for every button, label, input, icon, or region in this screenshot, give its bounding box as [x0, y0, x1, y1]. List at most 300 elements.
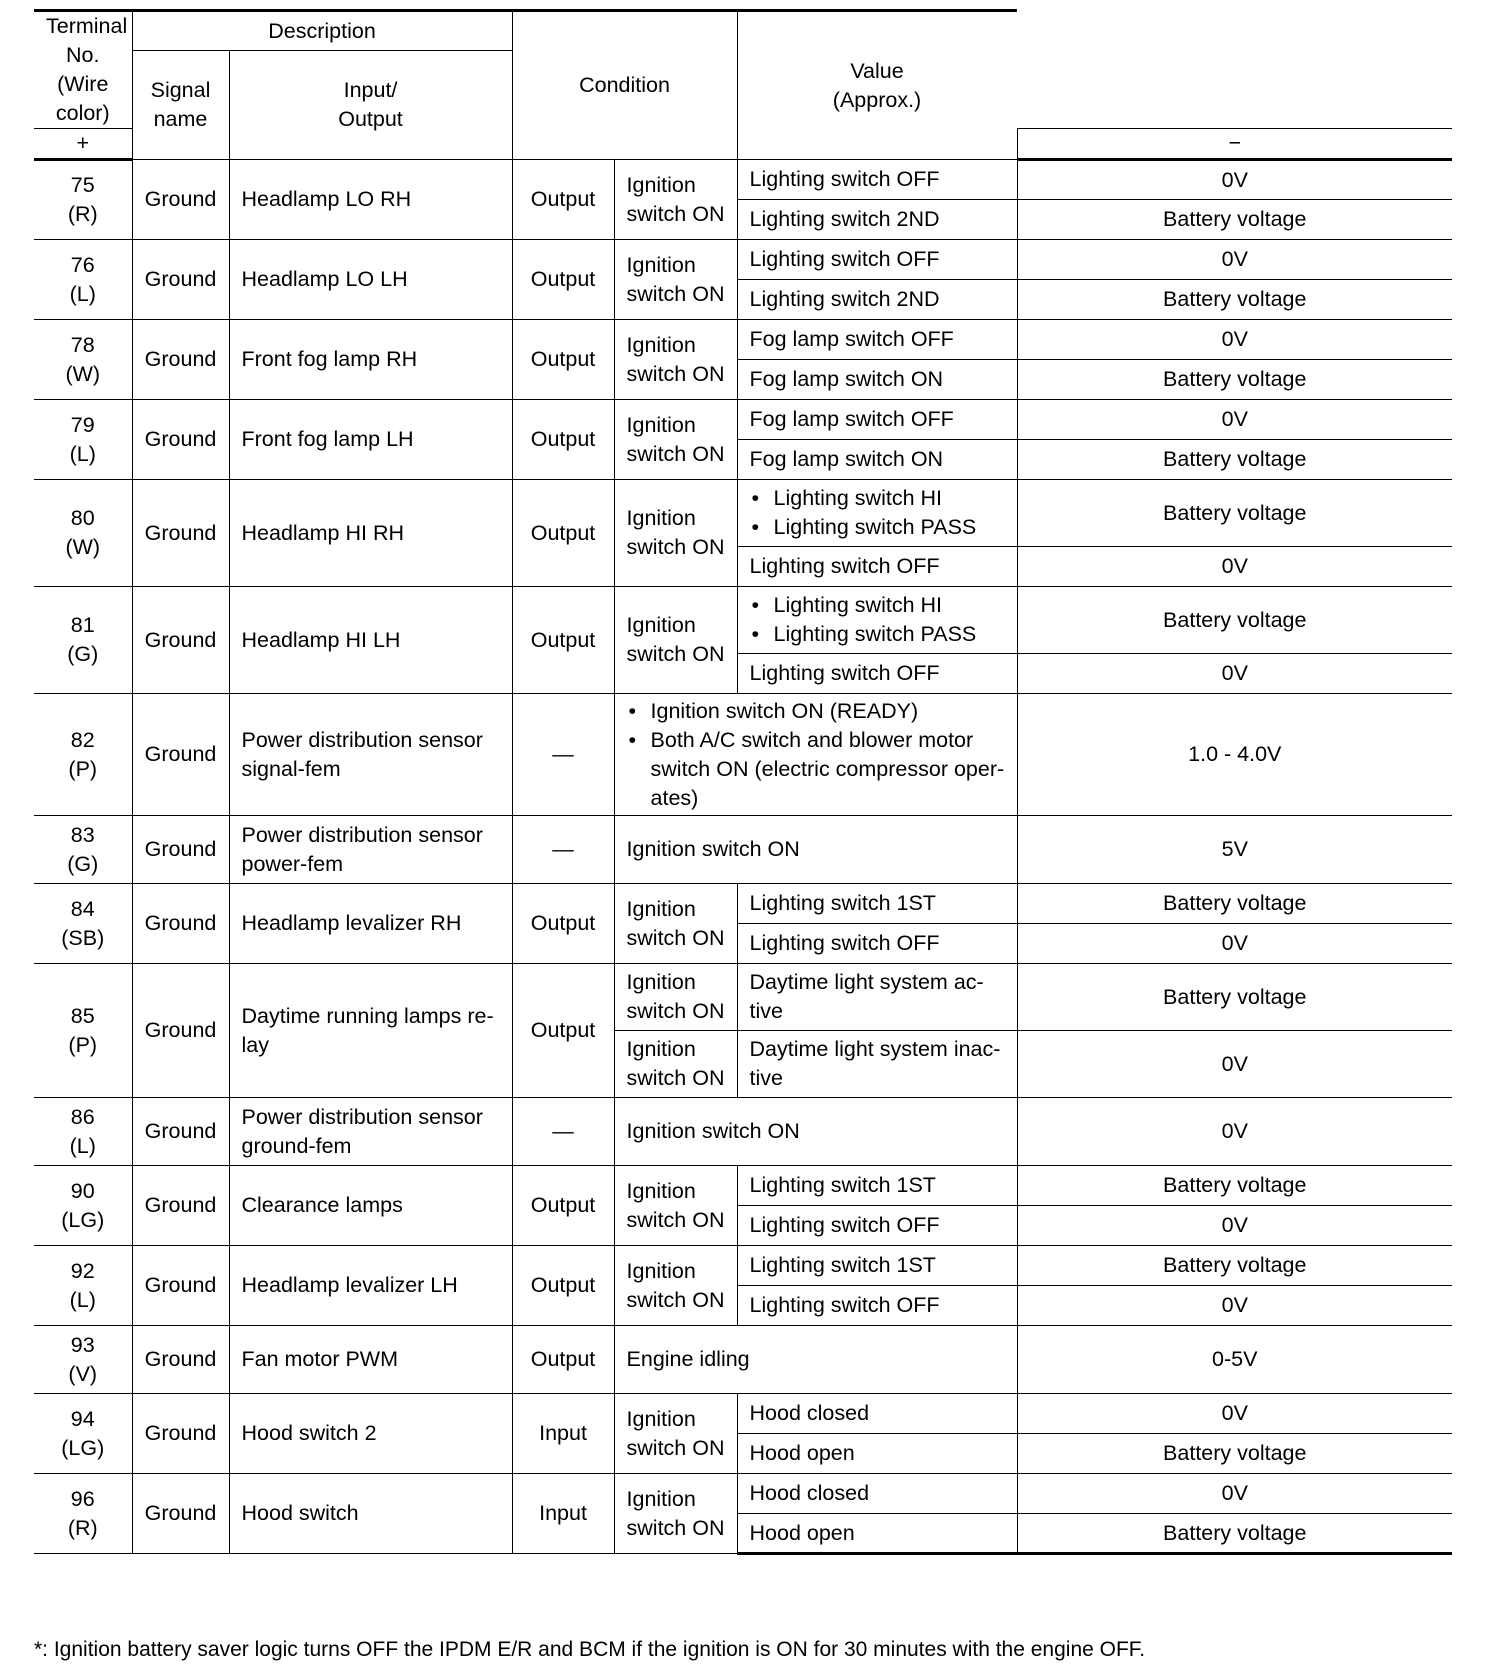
input-output	[512, 1326, 614, 1394]
condition-main-text: Ignition switch ON	[626, 332, 725, 386]
signal-name	[229, 964, 512, 1098]
signal-name-text: Front fog lamp RH	[241, 347, 418, 371]
terminal-minus-text: Ground	[144, 742, 217, 766]
value-cell	[1017, 1474, 1452, 1514]
signal-name-text: Fan motor PWM	[241, 1347, 398, 1371]
terminal-minus	[132, 1246, 229, 1326]
terminal-minus-text: Ground	[144, 427, 217, 451]
terminal-minus	[132, 1474, 229, 1554]
value-cell	[1017, 1031, 1452, 1098]
condition-main-text: Ignition switch ON	[626, 613, 725, 666]
condition-full-text: Ignition switch ON	[626, 1119, 800, 1143]
terminal-minus	[132, 964, 229, 1098]
signal-name	[229, 240, 512, 320]
value-cell	[1017, 1514, 1452, 1554]
signal-name	[229, 320, 512, 400]
bullet-item: • Ignition switch ON (READY)	[627, 697, 1005, 726]
value-cell	[1017, 400, 1452, 440]
table-body	[34, 160, 1452, 1554]
condition-detail	[737, 964, 1017, 1031]
value-cell	[1017, 654, 1452, 694]
terminal-minus-text: Ground	[144, 911, 217, 935]
table-row	[34, 587, 1452, 654]
condition-main-text: Ignition switch ON	[626, 1406, 725, 1460]
terminal-cell	[34, 1326, 132, 1394]
condition-bullets	[750, 484, 1005, 542]
input-output	[512, 694, 614, 816]
input-output-text: Output	[530, 347, 596, 371]
table-row	[34, 1098, 1452, 1166]
condition-detail	[737, 1166, 1017, 1206]
terminal-cell	[34, 1098, 132, 1166]
input-output	[512, 1394, 614, 1474]
terminal-minus	[132, 816, 229, 884]
condition-detail	[737, 1031, 1017, 1098]
wire-color: (W)	[65, 535, 101, 559]
terminal-minus	[132, 587, 229, 694]
value-cell	[1017, 884, 1452, 924]
value-cell	[1017, 924, 1452, 964]
wire-color: (L)	[69, 1287, 96, 1312]
value-cell	[1017, 440, 1452, 480]
condition-main-text: Ignition switch ON	[626, 252, 725, 306]
table-row	[34, 1166, 1452, 1206]
input-output	[512, 964, 614, 1098]
condition-detail-text: Daytime light system ac- tive	[749, 970, 984, 1023]
bullet-item: • Lighting switch HI	[750, 484, 1005, 513]
terminal-number: 85	[70, 1003, 95, 1028]
terminal-minus-text: Ground	[144, 267, 217, 291]
table-row	[34, 1246, 1452, 1286]
terminal-cell	[34, 320, 132, 400]
signal-name	[229, 1246, 512, 1326]
header-input-output: Input/ Output	[229, 51, 512, 160]
condition-full	[614, 816, 1017, 884]
wire-color: (G)	[67, 642, 99, 666]
condition-detail	[737, 1514, 1017, 1554]
table-row	[34, 816, 1452, 884]
condition-main	[614, 964, 737, 1031]
input-output	[512, 400, 614, 480]
value-cell-text: 0V	[1221, 1213, 1248, 1237]
condition-main	[614, 1031, 737, 1098]
terminal-number: 83	[70, 822, 95, 847]
condition-detail-text: Lighting switch OFF	[749, 931, 940, 955]
signal-name-text: Headlamp HI LH	[241, 627, 401, 652]
signal-name	[229, 480, 512, 587]
value-cell	[1017, 1166, 1452, 1206]
condition-detail-text: Lighting switch OFF	[749, 554, 940, 578]
signal-name-text: Headlamp LO RH	[241, 187, 412, 211]
table-row	[34, 1474, 1452, 1514]
table-row	[34, 240, 1452, 280]
condition-detail	[737, 587, 1017, 654]
condition-detail-text: Lighting switch 1ST	[749, 1253, 936, 1277]
condition-detail	[737, 360, 1017, 400]
terminal-cell	[34, 694, 132, 816]
condition-full	[614, 694, 1017, 816]
terminal-number: 92	[70, 1258, 95, 1283]
signal-name-text: Power distribution sensor power-fem	[241, 822, 483, 876]
condition-detail-text: Lighting switch 1ST	[749, 891, 936, 915]
terminal-table	[34, 9, 1452, 1555]
terminal-number: 78	[70, 332, 95, 357]
value-cell	[1017, 1434, 1452, 1474]
value-cell	[1017, 480, 1452, 547]
condition-detail-text: Fog lamp switch ON	[749, 367, 944, 391]
value-cell-text: 0V	[1221, 1119, 1248, 1143]
signal-name-text: Hood switch	[241, 1501, 359, 1525]
condition-detail	[737, 1286, 1017, 1326]
input-output-text: Output	[530, 911, 596, 935]
input-output	[512, 240, 614, 320]
value-cell-text: Battery voltage	[1163, 287, 1307, 311]
condition-detail-text: Fog lamp switch ON	[749, 447, 944, 471]
value-cell	[1017, 1286, 1452, 1326]
condition-main-text: Ignition switch ON	[626, 506, 725, 559]
footnote: *: Ignition battery saver logic turns OFF the IPDM E/R and BCM if the ignition is ON for 30 minutes with the engine OFF.	[34, 1638, 1146, 1661]
signal-name-text: Power distribution sensor ground-fem	[241, 1104, 483, 1158]
condition-detail	[737, 240, 1017, 280]
value-cell-text: 1.0 - 4.0V	[1188, 742, 1282, 766]
condition-detail	[737, 1434, 1017, 1474]
terminal-number: 90	[70, 1178, 95, 1203]
condition-bullets	[627, 697, 1005, 813]
value-cell	[1017, 1394, 1452, 1434]
value-cell	[1017, 240, 1452, 280]
table-row	[34, 320, 1452, 360]
condition-main	[614, 320, 737, 400]
terminal-table-container	[34, 9, 1452, 1555]
table-row	[34, 964, 1452, 1031]
terminal-minus-text: Ground	[144, 1421, 217, 1445]
terminal-cell	[34, 964, 132, 1098]
input-output-text: Output	[530, 1193, 596, 1217]
condition-detail	[737, 160, 1017, 200]
value-cell	[1017, 816, 1452, 884]
value-cell-text: Battery voltage	[1163, 367, 1307, 391]
terminal-number: 93	[70, 1332, 95, 1357]
signal-name-text: Headlamp levalizer RH	[241, 911, 462, 935]
condition-detail	[737, 1474, 1017, 1514]
value-cell-text: 0-5V	[1212, 1347, 1258, 1371]
terminal-cell	[34, 240, 132, 320]
condition-detail-text: Lighting switch OFF	[749, 167, 940, 191]
terminal-minus-text: Ground	[144, 1119, 217, 1143]
terminal-cell	[34, 816, 132, 884]
signal-name	[229, 160, 512, 240]
value-cell-text: Battery voltage	[1163, 1253, 1307, 1277]
condition-detail-text: Lighting switch OFF	[749, 661, 940, 685]
terminal-minus	[132, 320, 229, 400]
terminal-minus-text: Ground	[144, 1273, 217, 1297]
wire-color: (R)	[67, 202, 98, 226]
terminal-cell	[34, 480, 132, 587]
terminal-cell	[34, 1474, 132, 1554]
terminal-number: 96	[70, 1486, 95, 1511]
bullet-item: • Lighting switch HI	[750, 591, 1005, 620]
terminal-number: 84	[70, 896, 95, 921]
value-cell-text: 0V	[1221, 554, 1248, 578]
value-cell	[1017, 1326, 1452, 1394]
value-cell-text: 0V	[1221, 661, 1248, 685]
terminal-minus	[132, 1098, 229, 1166]
terminal-cell	[34, 587, 132, 694]
wire-color: (SB)	[61, 925, 105, 950]
input-output-text: Output	[530, 520, 596, 545]
condition-main	[614, 884, 737, 964]
condition-detail	[737, 924, 1017, 964]
wire-color: (R)	[67, 1515, 98, 1540]
terminal-cell	[34, 160, 132, 240]
wire-color: (P)	[68, 756, 98, 781]
value-cell-text: 5V	[1221, 837, 1248, 861]
signal-name-text: Headlamp HI RH	[241, 520, 404, 545]
terminal-minus	[132, 1166, 229, 1246]
table-row	[34, 1394, 1452, 1434]
condition-detail-text: Lighting switch OFF	[749, 1213, 940, 1237]
value-cell-text: Battery voltage	[1163, 607, 1307, 632]
header-value: Value (Approx.)	[737, 11, 1017, 160]
condition-full-text: Ignition switch ON	[626, 837, 800, 861]
condition-main-text: Ignition switch ON	[626, 970, 725, 1023]
condition-detail-text: Lighting switch 1ST	[749, 1173, 936, 1197]
value-cell	[1017, 587, 1452, 654]
signal-name-text: Headlamp levalizer LH	[241, 1273, 458, 1297]
condition-main	[614, 587, 737, 694]
value-cell-text: Battery voltage	[1163, 1173, 1307, 1197]
value-cell-text: Battery voltage	[1163, 207, 1307, 231]
condition-main-text: Ignition switch ON	[626, 412, 725, 466]
condition-detail	[737, 440, 1017, 480]
input-output	[512, 816, 614, 884]
signal-name	[229, 1474, 512, 1554]
table-row	[34, 1326, 1452, 1394]
wire-color: (P)	[68, 1032, 98, 1057]
input-output-text: Input	[539, 1501, 587, 1525]
value-cell-text: 0V	[1221, 931, 1248, 955]
terminal-minus	[132, 240, 229, 320]
condition-detail-text: Lighting switch 2ND	[749, 287, 940, 311]
wire-color: (V)	[68, 1361, 98, 1386]
signal-name-text: Headlamp LO LH	[241, 267, 408, 291]
header-minus: −	[1017, 129, 1452, 160]
condition-detail-text: Hood open	[749, 1441, 855, 1465]
terminal-cell	[34, 884, 132, 964]
terminal-cell	[34, 400, 132, 480]
header-signal-name: Signal name	[132, 51, 229, 160]
terminal-cell	[34, 1394, 132, 1474]
input-output	[512, 160, 614, 240]
signal-name	[229, 1098, 512, 1166]
value-cell-text: 0V	[1221, 1293, 1248, 1317]
condition-detail	[737, 320, 1017, 360]
input-output-text: Output	[530, 1273, 596, 1297]
signal-name	[229, 694, 512, 816]
value-cell	[1017, 1206, 1452, 1246]
wire-color: (L)	[69, 1133, 96, 1158]
terminal-minus-text: Ground	[144, 1193, 217, 1217]
value-cell-text: 0V	[1221, 1401, 1248, 1425]
condition-detail-text: Hood closed	[749, 1401, 870, 1425]
wire-color: (LG)	[61, 1207, 105, 1232]
signal-name	[229, 816, 512, 884]
value-cell	[1017, 1246, 1452, 1286]
condition-main	[614, 240, 737, 320]
signal-name	[229, 884, 512, 964]
terminal-minus	[132, 480, 229, 587]
header-plus: +	[34, 129, 132, 160]
table-row	[34, 480, 1452, 547]
wire-color: (G)	[67, 851, 99, 876]
value-cell-text: Battery voltage	[1163, 1520, 1307, 1545]
terminal-minus-text: Ground	[144, 627, 217, 652]
condition-main	[614, 400, 737, 480]
value-cell-text: Battery voltage	[1163, 500, 1307, 525]
value-cell	[1017, 694, 1452, 816]
value-cell	[1017, 1098, 1452, 1166]
value-cell	[1017, 280, 1452, 320]
terminal-minus-text: Ground	[144, 1501, 217, 1525]
condition-main-text: Ignition switch ON	[626, 172, 725, 226]
input-output-text: Output	[530, 267, 596, 291]
condition-main-text: Ignition switch ON	[626, 896, 725, 950]
table-row	[34, 884, 1452, 924]
condition-main	[614, 480, 737, 587]
condition-detail	[737, 547, 1017, 587]
condition-main-text: Ignition switch ON	[626, 1486, 725, 1540]
signal-name	[229, 1326, 512, 1394]
input-output	[512, 1474, 614, 1554]
header-terminal: Terminal No. (Wire color)	[34, 11, 132, 129]
signal-name-text: Hood switch 2	[241, 1421, 377, 1445]
terminal-minus	[132, 884, 229, 964]
condition-main	[614, 160, 737, 240]
signal-name	[229, 587, 512, 694]
terminal-number: 75	[70, 173, 95, 197]
input-output	[512, 1246, 614, 1326]
value-cell-text: 0V	[1221, 247, 1248, 271]
terminal-minus	[132, 160, 229, 240]
terminal-minus-text: Ground	[144, 187, 217, 211]
bullet-item: • Both A/C switch and blower motor switch ON (electric compressor oper- ates)	[627, 726, 1005, 813]
terminal-minus	[132, 400, 229, 480]
condition-detail	[737, 654, 1017, 694]
condition-detail	[737, 480, 1017, 547]
signal-name-text: Front fog lamp LH	[241, 427, 414, 451]
value-cell	[1017, 320, 1452, 360]
condition-detail-text: Fog lamp switch OFF	[749, 407, 954, 431]
input-output-text: —	[552, 1119, 574, 1143]
input-output-text: Output	[530, 627, 596, 652]
value-cell-text: Battery voltage	[1163, 447, 1307, 471]
terminal-minus	[132, 1394, 229, 1474]
value-cell-text: 0V	[1221, 327, 1248, 351]
condition-detail-text: Lighting switch OFF	[749, 1293, 940, 1317]
terminal-number: 86	[70, 1104, 95, 1129]
wire-color: (L)	[69, 281, 96, 306]
condition-bullets	[750, 591, 1005, 649]
terminal-minus	[132, 694, 229, 816]
table-row	[34, 400, 1452, 440]
condition-detail	[737, 1206, 1017, 1246]
condition-main-text: Ignition switch ON	[626, 1258, 725, 1312]
terminal-cell	[34, 1246, 132, 1326]
input-output	[512, 587, 614, 694]
condition-detail-text: Daytime light system inac- tive	[749, 1037, 1001, 1090]
input-output	[512, 1166, 614, 1246]
condition-detail	[737, 280, 1017, 320]
input-output-text: Output	[530, 427, 596, 451]
input-output-text: —	[552, 837, 574, 861]
input-output-text: Output	[530, 1347, 596, 1371]
value-cell-text: Battery voltage	[1163, 891, 1307, 915]
terminal-number: 79	[70, 412, 95, 437]
condition-main-text: Ignition switch ON	[626, 1178, 725, 1232]
signal-name-text: Power distribution sensor signal-fem	[241, 727, 483, 781]
value-cell-text: Battery voltage	[1163, 984, 1307, 1009]
header-description: Description	[132, 11, 512, 51]
input-output	[512, 480, 614, 587]
input-output-text: Input	[539, 1421, 587, 1445]
input-output-text: Output	[530, 187, 596, 211]
value-cell	[1017, 547, 1452, 587]
terminal-minus-text: Ground	[144, 837, 217, 861]
table-row	[34, 694, 1452, 816]
value-cell-text: 0V	[1221, 1481, 1248, 1505]
signal-name	[229, 1166, 512, 1246]
condition-main	[614, 1474, 737, 1554]
value-cell-text: 0V	[1221, 167, 1248, 192]
terminal-minus	[132, 1326, 229, 1394]
input-output	[512, 320, 614, 400]
terminal-number: 80	[70, 506, 95, 530]
terminal-minus-text: Ground	[144, 1347, 217, 1371]
input-output-text: —	[552, 742, 574, 766]
condition-main	[614, 1166, 737, 1246]
value-cell-text: 0V	[1221, 1051, 1248, 1076]
terminal-number: 94	[70, 1406, 95, 1431]
condition-detail	[737, 1246, 1017, 1286]
terminal-number: 81	[70, 613, 95, 637]
value-cell	[1017, 964, 1452, 1031]
condition-detail-text: Hood open	[749, 1520, 855, 1545]
condition-main-text: Ignition switch ON	[626, 1037, 725, 1090]
terminal-number: 76	[70, 252, 95, 277]
condition-detail	[737, 400, 1017, 440]
value-cell	[1017, 360, 1452, 400]
condition-detail	[737, 884, 1017, 924]
condition-detail-text: Fog lamp switch OFF	[749, 327, 954, 351]
input-output	[512, 1098, 614, 1166]
wire-color: (L)	[69, 441, 96, 466]
header-condition: Condition	[512, 11, 737, 160]
signal-name	[229, 1394, 512, 1474]
wire-color: (LG)	[61, 1435, 105, 1460]
condition-main	[614, 1246, 737, 1326]
condition-detail	[737, 1394, 1017, 1434]
terminal-minus-text: Ground	[144, 347, 217, 371]
terminal-number: 82	[70, 727, 95, 752]
condition-detail-text: Hood closed	[749, 1481, 870, 1505]
condition-detail	[737, 200, 1017, 240]
input-output-text: Output	[530, 1018, 596, 1042]
wire-color: (W)	[65, 361, 101, 386]
bullet-item: • Lighting switch PASS	[750, 620, 1005, 649]
condition-full	[614, 1326, 1017, 1394]
input-output	[512, 884, 614, 964]
bullet-item: • Lighting switch PASS	[750, 513, 1005, 542]
